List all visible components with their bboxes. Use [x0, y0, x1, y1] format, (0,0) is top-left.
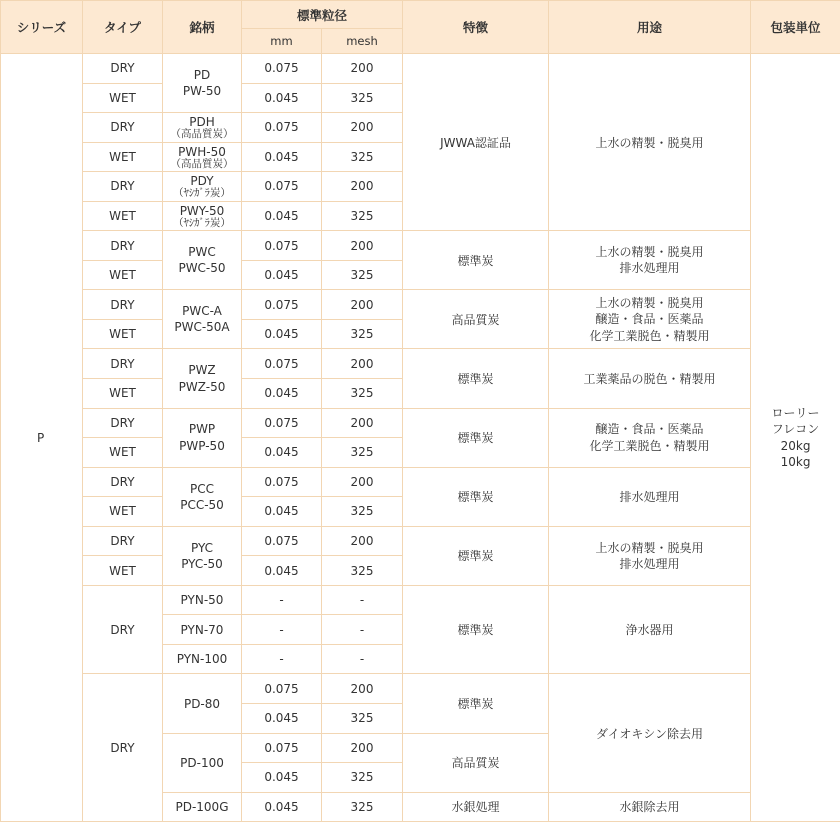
use-cell [549, 290, 751, 349]
packaging-line: 10kg [780, 454, 811, 469]
type-cell: DRY [83, 172, 163, 202]
brand-cell [163, 113, 242, 143]
brand-name: PWC-50A [174, 320, 230, 335]
packaging-line: 20kg [780, 438, 811, 453]
brand-cell [163, 526, 242, 585]
brand-cell: PYN-70 [163, 615, 242, 645]
brand-name: PWZ [188, 363, 216, 378]
brand-note: （ﾔｼｶﾞﾗ炭） [173, 187, 231, 200]
feature-cell: JWWA認証品 [403, 54, 549, 231]
mm-cell: - [242, 585, 322, 615]
type-cell: WET [83, 556, 163, 586]
type-cell: DRY [83, 674, 163, 822]
use-line: 醸造・食品・医薬品 [595, 312, 704, 327]
type-cell: DRY [83, 467, 163, 497]
mm-cell: 0.045 [242, 556, 322, 586]
brand-cell [163, 231, 242, 290]
brand-name: PWY-50 [179, 203, 225, 218]
mesh-cell: 200 [322, 290, 403, 320]
use-cell [549, 54, 751, 231]
use-line: ダイオキシン除去用 [596, 726, 703, 741]
mm-cell: 0.045 [242, 438, 322, 468]
brand-cell: PD-100 [163, 733, 242, 792]
mm-cell: 0.075 [242, 290, 322, 320]
type-cell: DRY [83, 585, 163, 674]
use-line: 排水処理用 [619, 261, 680, 276]
header-packaging: 包装単位 [751, 1, 840, 54]
mesh-cell: 325 [322, 704, 403, 734]
type-cell: DRY [83, 231, 163, 261]
mesh-cell: - [322, 615, 403, 645]
table-row [1, 467, 840, 497]
mm-cell: 0.075 [242, 467, 322, 497]
brand-name: PDH [189, 115, 215, 130]
brand-name: PWP-50 [179, 438, 225, 453]
table-row [1, 231, 840, 261]
header-type: タイプ [83, 1, 163, 54]
brand-cell: PYN-50 [163, 585, 242, 615]
mesh-cell: 200 [322, 172, 403, 202]
mm-cell: 0.045 [242, 379, 322, 409]
table-row [1, 349, 840, 379]
mm-cell: 0.045 [242, 319, 322, 349]
feature-cell: 高品質炭 [403, 733, 549, 792]
mesh-cell: 200 [322, 526, 403, 556]
brand-cell: PD-100G [163, 792, 242, 822]
mm-cell: 0.045 [242, 83, 322, 113]
brand-name: PWP [188, 422, 216, 437]
feature-cell: 標準炭 [403, 467, 549, 526]
mesh-cell: 200 [322, 113, 403, 143]
brand-cell [163, 349, 242, 408]
type-cell: WET [83, 201, 163, 231]
table-row [1, 290, 840, 320]
feature-cell: 標準炭 [403, 585, 549, 674]
mesh-cell: 325 [322, 438, 403, 468]
mm-cell: 0.075 [242, 526, 322, 556]
use-line: 化学工業脱色・精製用 [589, 328, 710, 343]
use-line: 化学工業脱色・精製用 [589, 438, 710, 453]
type-cell: WET [83, 260, 163, 290]
use-cell [549, 349, 751, 408]
mesh-cell: 200 [322, 54, 403, 84]
mm-cell: 0.045 [242, 260, 322, 290]
type-cell: DRY [83, 408, 163, 438]
brand-name: PCC-50 [180, 497, 224, 512]
brand-cell [163, 172, 242, 202]
use-line: 工業薬品の脱色・精製用 [583, 372, 716, 387]
mesh-cell: 325 [322, 556, 403, 586]
brand-name: PWC-50 [178, 261, 226, 276]
header-use: 用途 [549, 1, 751, 54]
table-row [1, 526, 840, 556]
brand-note: （ﾔｼｶﾞﾗ炭） [173, 216, 231, 229]
type-cell: DRY [83, 349, 163, 379]
mesh-cell: 325 [322, 201, 403, 231]
use-cell [549, 792, 751, 822]
use-cell [549, 585, 751, 674]
mesh-cell: - [322, 644, 403, 674]
brand-cell [163, 201, 242, 231]
mesh-cell: 200 [322, 231, 403, 261]
brand-cell [163, 142, 242, 172]
type-cell: DRY [83, 526, 163, 556]
type-cell: WET [83, 438, 163, 468]
brand-note: （高品質炭） [170, 128, 234, 141]
brand-cell [163, 408, 242, 467]
mesh-cell: 325 [322, 763, 403, 793]
use-line: 浄水器用 [625, 623, 674, 638]
brand-note: （高品質炭） [170, 157, 234, 170]
brand-name: PWH-50 [178, 144, 226, 159]
mesh-cell: 325 [322, 497, 403, 527]
use-line: 水銀除去用 [619, 800, 680, 815]
mm-cell: 0.045 [242, 497, 322, 527]
series-cell: P [1, 54, 83, 822]
use-cell [549, 231, 751, 290]
mesh-cell: 325 [322, 792, 403, 822]
use-cell [549, 526, 751, 585]
brand-cell: PYN-100 [163, 644, 242, 674]
header-mm: mm [242, 29, 322, 54]
mesh-cell: 325 [322, 83, 403, 113]
mesh-cell: 200 [322, 733, 403, 763]
brand-cell [163, 290, 242, 349]
brand-name: PW-50 [182, 84, 222, 99]
mesh-cell: 325 [322, 379, 403, 409]
type-cell: WET [83, 142, 163, 172]
feature-cell: 標準炭 [403, 526, 549, 585]
mm-cell: 0.045 [242, 792, 322, 822]
table-row [1, 674, 840, 704]
header-feature: 特徴 [403, 1, 549, 54]
use-cell [549, 467, 751, 526]
use-line: 上水の精製・脱臭用 [595, 540, 704, 555]
brand-cell [163, 54, 242, 113]
use-line: 排水処理用 [619, 490, 680, 505]
header-brand: 銘柄 [163, 1, 242, 54]
brand-name: PYC [190, 540, 214, 555]
mm-cell: 0.075 [242, 172, 322, 202]
mesh-cell: 200 [322, 674, 403, 704]
mm-cell: 0.075 [242, 54, 322, 84]
packaging-cell [751, 54, 840, 822]
mm-cell: - [242, 615, 322, 645]
use-line: 上水の精製・脱臭用 [595, 245, 704, 260]
feature-cell: 標準炭 [403, 349, 549, 408]
table-row [1, 408, 840, 438]
packaging-line: フレコン [771, 422, 820, 437]
feature-cell: 標準炭 [403, 674, 549, 733]
mm-cell: 0.045 [242, 763, 322, 793]
table-row [1, 585, 840, 615]
type-cell: DRY [83, 113, 163, 143]
mm-cell: 0.075 [242, 733, 322, 763]
brand-name: PCC [190, 481, 214, 496]
packaging-line: ローリー [771, 406, 820, 421]
feature-cell: 高品質炭 [403, 290, 549, 349]
use-line: 醸造・食品・医薬品 [595, 422, 704, 437]
mm-cell: 0.075 [242, 674, 322, 704]
use-line: 排水処理用 [619, 556, 680, 571]
brand-name: PWC [188, 245, 216, 260]
mm-cell: 0.075 [242, 113, 322, 143]
mesh-cell: 200 [322, 467, 403, 497]
type-cell: DRY [83, 290, 163, 320]
header-mesh: mesh [322, 29, 403, 54]
mm-cell: 0.045 [242, 142, 322, 172]
type-cell: WET [83, 319, 163, 349]
header-series: シリーズ [1, 1, 83, 54]
use-line: 上水の精製・脱臭用 [595, 296, 704, 311]
type-cell: WET [83, 379, 163, 409]
use-cell [549, 674, 751, 792]
mm-cell: 0.075 [242, 408, 322, 438]
feature-cell: 水銀処理 [403, 792, 549, 822]
mm-cell: 0.045 [242, 704, 322, 734]
mesh-cell: 200 [322, 408, 403, 438]
type-cell: WET [83, 497, 163, 527]
mesh-cell: 325 [322, 260, 403, 290]
mm-cell: 0.075 [242, 349, 322, 379]
brand-name: PD [193, 67, 211, 82]
brand-name: PYC-50 [181, 556, 223, 571]
mm-cell: 0.045 [242, 201, 322, 231]
brand-name: PWC-A [182, 304, 222, 319]
mm-cell: - [242, 644, 322, 674]
brand-cell: PD-80 [163, 674, 242, 733]
feature-cell: 標準炭 [403, 408, 549, 467]
header-particle-size: 標準粒径 [242, 1, 403, 29]
brand-cell [163, 467, 242, 526]
use-line: 上水の精製・脱臭用 [595, 135, 704, 150]
mesh-cell: 325 [322, 319, 403, 349]
type-cell: DRY [83, 54, 163, 84]
mesh-cell: 200 [322, 349, 403, 379]
mesh-cell: - [322, 585, 403, 615]
brand-name: PDY [190, 174, 214, 189]
use-cell [549, 408, 751, 467]
mm-cell: 0.075 [242, 231, 322, 261]
table-row [1, 54, 840, 84]
feature-cell: 標準炭 [403, 231, 549, 290]
brand-name: PWZ-50 [178, 379, 226, 394]
type-cell: WET [83, 83, 163, 113]
mesh-cell: 325 [322, 142, 403, 172]
